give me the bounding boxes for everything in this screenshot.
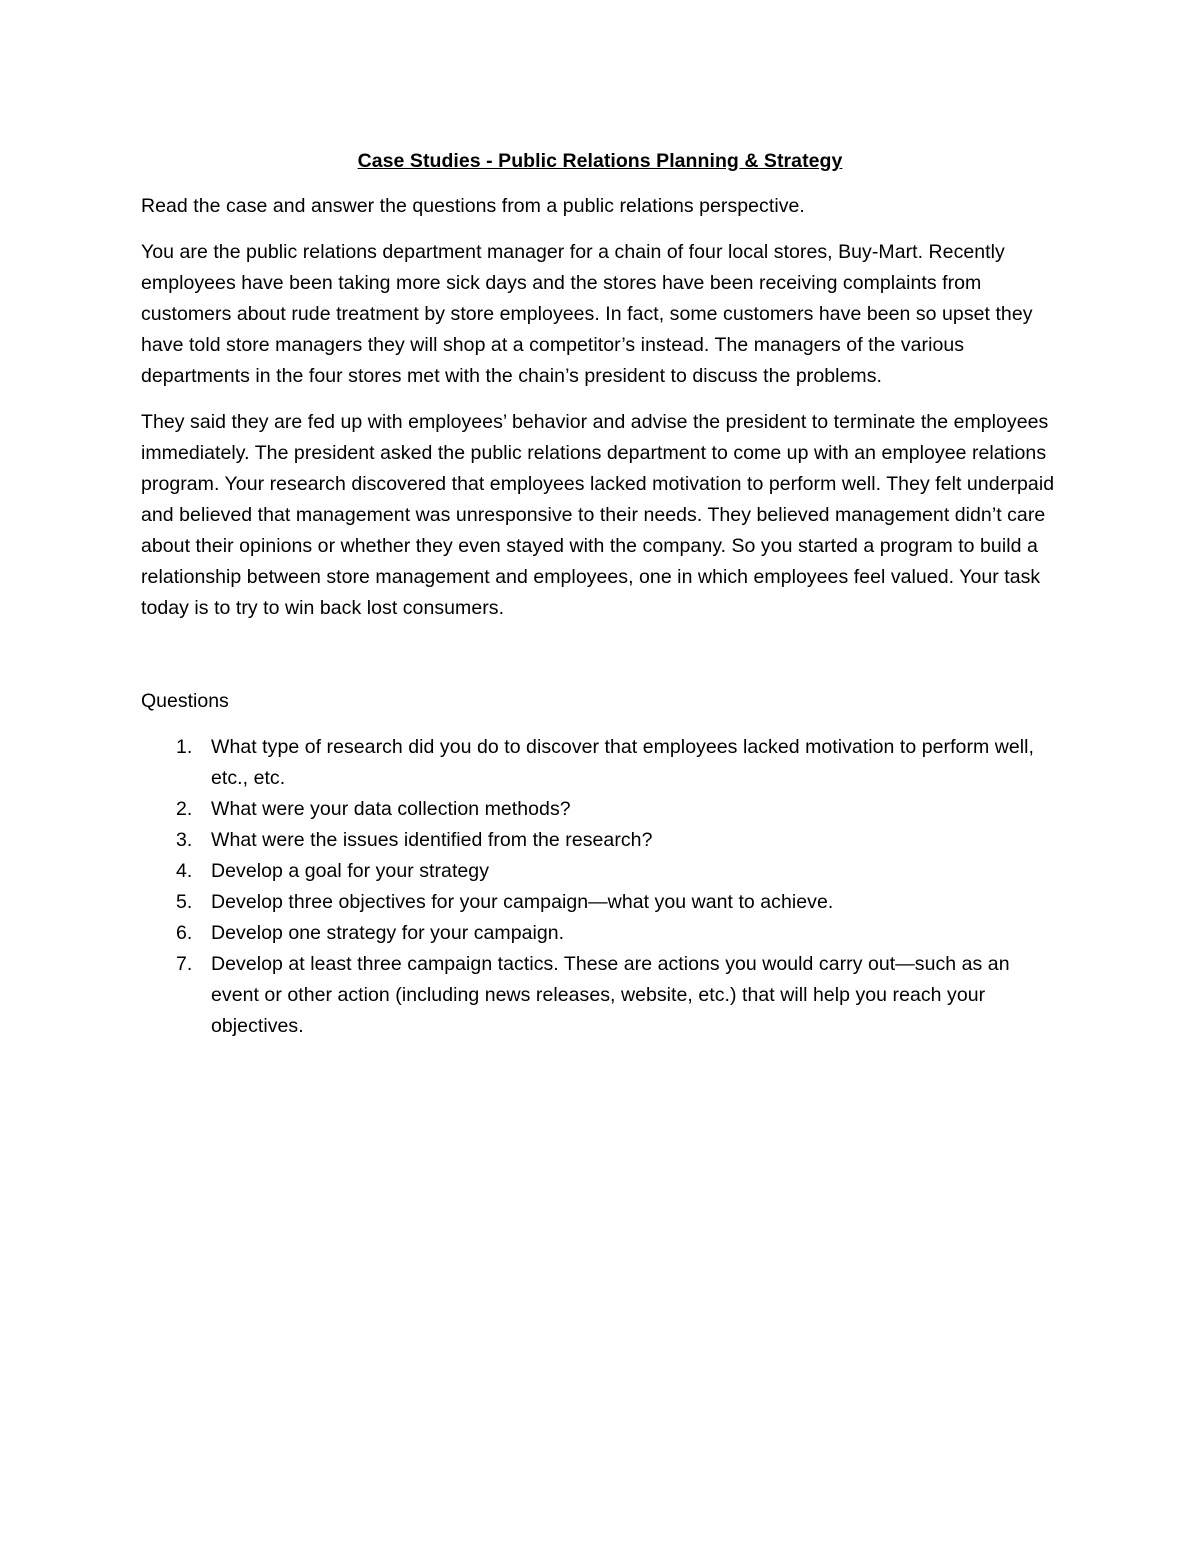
questions-heading: Questions [141,690,229,712]
list-item-text: Develop at least three campaign tactics. These are actions you would carry out—such as an event or other action (including news releases, website, etc.) that will help you reach your objectives. [211,953,1010,1037]
list-item-number: 7. [176,953,193,975]
list-item-number: 6. [176,922,193,944]
list-item-number: 3. [176,829,193,851]
list-item-text: What were your data collection methods? [211,798,571,820]
document-title: Case Studies - Public Relations Planning & Strategy [357,150,843,172]
case-paragraph-1: You are the public relations department manager for a chain of four local stores, Buy-Mart. Recently employees have been taking more sick days and the stores have been receiving complaints from customers about rude treatment by store employees. In fact, some customers have been so upset they have told store managers they will shop at a competitor’s instead. The managers of the various departments in the four stores met with the chain’s president to discuss the problems. [141,241,1033,387]
list-item-number: 2. [176,798,193,820]
list-item-text: What type of research did you do to discover that employees lacked motivation to perform well, etc., etc. [211,736,1035,789]
list-item [141,887,1059,918]
list-item-number: 4. [176,860,193,882]
list-item [141,856,1059,887]
list-item [141,825,1059,856]
list-item-number: 1. [176,736,193,758]
list-item [141,794,1059,825]
case-paragraph-2: They said they are fed up with employees’ behavior and advise the president to terminate the employees immediately. The president asked the public relations department to come up with an employee relations program. Your research discovered that employees lacked motivation to perform well. They felt underpaid and believed that management was unresponsive to their needs. They believed management didn’t care about their opinions or whether they even stayed with the company. So you started a program to build a relationship between store management and employees, one in which employees feel valued. Your task today is to try to win back lost consumers. [141,411,1055,619]
list-item-text: Develop a goal for your strategy [211,860,489,882]
list-item-number: 5. [176,891,193,913]
list-item [141,918,1059,949]
questions-list [141,732,1059,1042]
list-item [141,949,1059,1042]
list-item-text: Develop one strategy for your campaign. [211,922,565,944]
list-item-text: What were the issues identified from the research? [211,829,653,851]
instructions-text: Read the case and answer the questions from a public relations perspective. [141,195,805,217]
list-item-text: Develop three objectives for your campaign—what you want to achieve. [211,891,834,913]
list-item [141,732,1059,794]
document-content [141,146,1059,1042]
